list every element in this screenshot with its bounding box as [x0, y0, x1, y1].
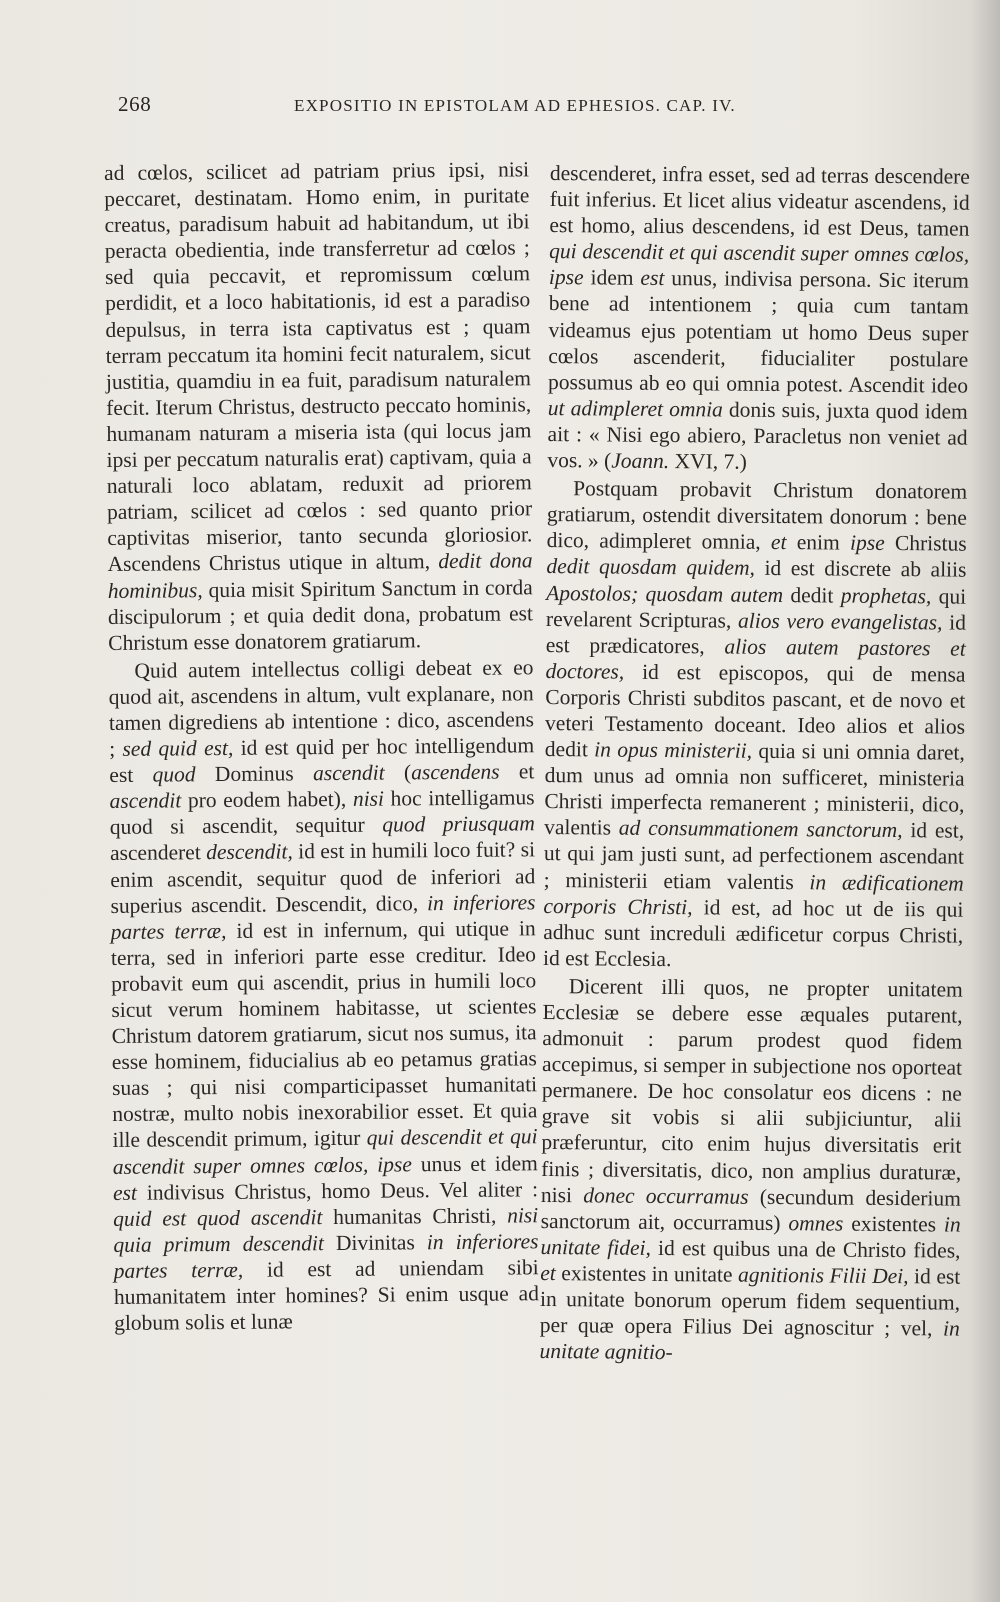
right-paragraph-2: Postquam probavit Christum donatorem gratiarum, ostendit diversitatem donorum : bene dico, adimpleret omnia, et enim ipse Christus dedit quosdam quidem, id est discrete ab aliis Apostolos; quosdam autem dedit prophetas, qui revelarent Scripturas, alios vero evangelistas, id est prædicatores, alios autem pastores et doctores, id est episcopos, qui de mensa Corporis Christi subditos pascant, et de novo et veteri Testamento doceant. Ideo alios et alios dedit in opus ministerii, quia si uni omnia daret, dum unus ad omnia non sufficeret, ministeria Christi imperfecta remanerent ; ministerii, dico, valentis ad consummationem sanctorum, id est, ut qui jam justi sunt, ad perfectionem ascendant ; ministerii etiam valentis in ædificationem corporis Christi, id est, ad hoc ut de iis qui adhuc sunt increduli ædificetur corpus Christi, id est Ecclesia. — [542, 476, 968, 971]
left-paragraph-2: Quid autem intellectus colligi debeat ex eo quod ait, ascendens in altum, vult explanare, non tamen digrediens ab intentione : dico, ascendens ; sed quid est, id est quid per hoc intelligendum est quod Dominus ascendit (ascendens et ascendit pro eodem habet), nisi hoc intelligamus quod si ascendit, sequitur quod priusquam ascenderet descendit, id est in humili loco fuit? si enim ascendit, sequitur quod de inferiori ad superius ascendit. Descendit, dico, in inferiores partes terræ, id est in infernum, qui utique in terra, sed in inferiori parte esse creditur. Ideo probavit eum qui ascendit, prius in humili loco sicut verum hominem habitasse, ut scientes Christum datorem gratiarum, sicut nos sumus, ita esse hominem, fiducialius ab eo petamus gratias suas ; qui nisi comparticipasset humanitati nostræ, multo nobis inexorabilior esset. Et quia ille descendit primum, igitur qui descendit et qui ascendit super omnes cœlos, ipse unus et idem est indivisus Christus, homo Deus. Vel aliter : quid est quod ascendit humanitas Christi, nisi quia primum descendit Divinitas in inferiores partes terræ, id est ad uniendam sibi humanitatem inter homines? Si enim usque ad globum solis et lunæ — [108, 655, 540, 1336]
left-paragraph-1: ad cœlos, scilicet ad patriam prius ipsi, nisi peccaret, destinatam. Homo enim, in puritate creatus, paradisum habuit ad habitandum, ut ibi peracta obedientia, inde transferretur ad cœlos ; sed quia peccavit, et repromissum cœlum perdidit, et a loco habitationis, id est a paradiso depulsus, in terra ista captivatus est ; quam terram peccatum ita homini fecit naturalem, sicut justitia, quamdiu in ea fuit, paradisum naturalem fecit. Iterum Christus, destructo peccato hominis, humanam naturam a miseria ista (qui locus jam ipsi per peccatum naturalis erat) captivam, quia a naturali loco ablatam, reduxit ad priorem patriam, scilicet ad cœlos : sed quanto prior captivitas miserior, tanto secunda gloriosior. Ascendens Christus utique in altum, dedit dona hominibus, quia misit Spiritum Sanctum in corda discipulorum ; et quia dedit dona, probatum est Christum esse donatorem gratiarum. — [104, 157, 534, 655]
running-title: EXPOSITIO IN EPISTOLAM AD EPHESIOS. CAP. IV. — [294, 96, 736, 115]
right-column — [539, 160, 969, 1368]
right-paragraph-1: descenderet, infra esset, sed ad terras descendere fuit inferius. Et licet alius videatur ascendens, id est homo, alius descendens, id est Deus, tamen qui descendit et qui ascendit super omnes cœlos, ipse idem est unus, indivisa persona. Sic iterum bene ad intentionem ; quia cum tantam videamus ejus potentiam ut homo Deus super cœlos ascenderit, fiducialiter postulare possumus ab eo qui omnia potest. Ascendit ideo ut adimpleret omnia donis suis, juxta quod idem ait : « Nisi ego abiero, Paracletus non veniet ad vos. » (Joann. XVI, 7.) — [547, 160, 970, 474]
right-paragraph-3: Dicerent illi quos, ne propter unitatem Ecclesiæ se debere esse æquales putarent, admonuit : parum prodest quod fidem accepimus, si semper in subjectione nos oporteat permanere. De hoc consolatur eos dicens : ne grave sit vobis si alii subjiciuntur, alii præferuntur, cito enim hujus diversitatis erit finis ; diversitatis, dico, non amplius duraturæ, nisi donec occurramus (secundum desiderium sanctorum ait, occurramus) omnes existentes in unitate fidei, id est quibus una de Christo fides, et existentes in unitate agnitionis Filii Dei, id est in unitate bonorum operum fidem sequentium, per quæ opera Filius Dei agnoscitur ; vel, in unitate agnitio- — [539, 974, 963, 1365]
left-column — [104, 156, 539, 1336]
page-number: 268 — [118, 92, 152, 116]
